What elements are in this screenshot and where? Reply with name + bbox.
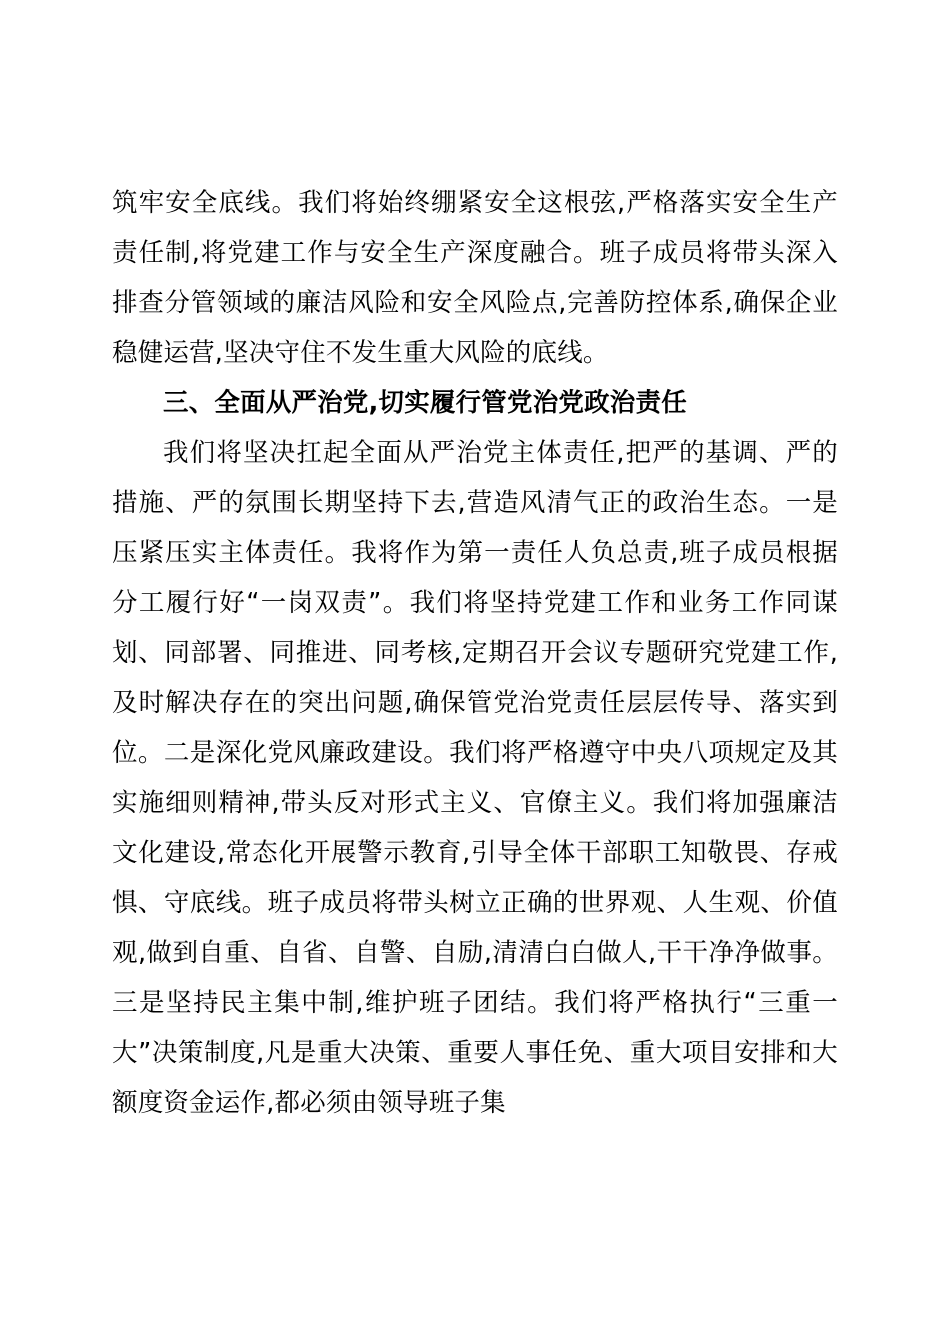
- section-heading: 三、全面从严治党,切实履行管党治党政治责任: [163, 388, 687, 418]
- document-body: [112, 178, 838, 1128]
- paragraph-body: 我们将坚决扛起全面从严治党主体责任,把严的基调、严的措施、严的氛围长期坚持下去,营造风清气正的政治生态。一是压紧压实主体责任。我将作为第一责任人负总责,班子成员根据分工履行好“一岗双责”。我们将坚持党建工作和业务工作同谋划、同部署、同推进、同考核,定期召开会议专题研究党建工作,及时解决存在的突出问题,确保管党治党责任层层传导、落实到位。二是深化党风廉政建设。我们将严格遵守中央八项规定及其实施细则精神,带头反对形式主义、官僚主义。我们将加强廉洁文化建设,常态化开展警示教育,引导全体干部职工知敬畏、存戒惧、守底线。班子成员将带头树立正确的世界观、人生观、价值观,做到自重、自省、自警、自励,清清白白做人,干干净净做事。三是坚持民主集中制,维护班子团结。我们将严格执行“三重一大”决策制度,凡是重大决策、重要人事任免、重大项目安排和大额度资金运作,都必须由领导班子集: [112, 438, 838, 1118]
- paragraph-continuation: 筑牢安全底线。我们将始终绷紧安全这根弦,严格落实安全生产责任制,将党建工作与安全生产深度融合。班子成员将带头深入排查分管领域的廉洁风险和安全风险点,完善防控体系,确保企业稳健运营,坚决守住不发生重大风险的底线。: [112, 188, 838, 368]
